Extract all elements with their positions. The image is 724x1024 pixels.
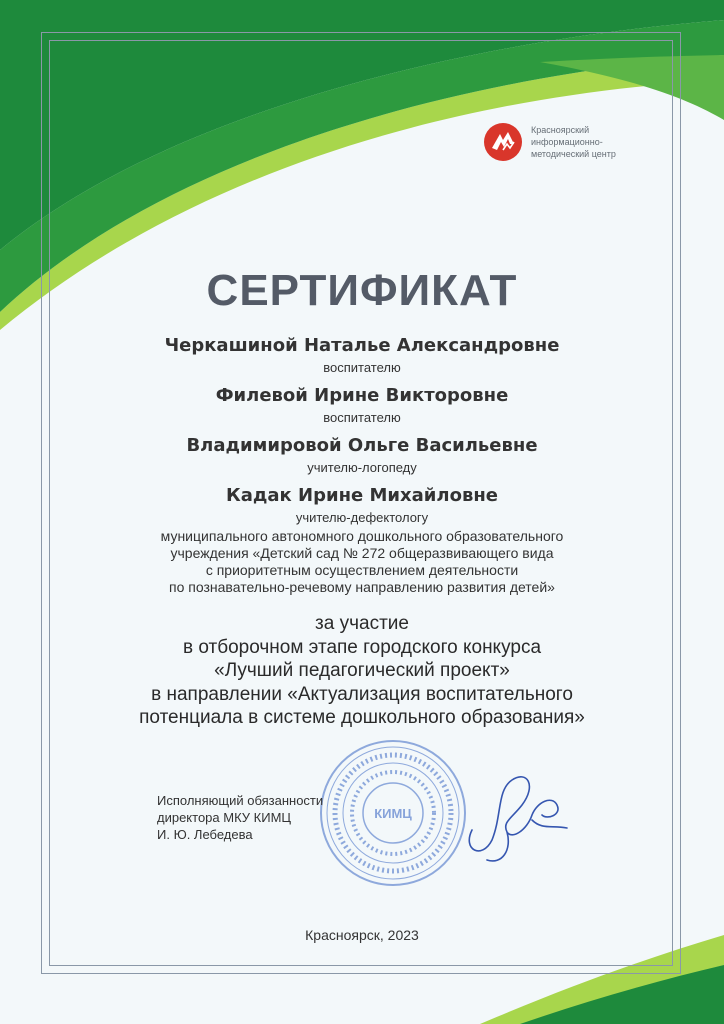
reason-line: в направлении «Актуализация воспитательного xyxy=(151,683,573,705)
stamp-label: КИМЦ xyxy=(374,806,412,821)
reason-line: «Лучший педагогический проект» xyxy=(214,660,510,681)
certificate-title: СЕРТИФИКАТ xyxy=(206,266,518,315)
recipient-name: Владимировой Ольге Васильевне xyxy=(186,435,538,456)
reason-line: в отборочном этапе городского конкурса xyxy=(182,636,542,658)
logo-line: методический центр xyxy=(531,149,616,159)
recipient-name: Черкашиной Наталье Александровне xyxy=(164,335,560,356)
kimc-logo-icon xyxy=(483,122,523,162)
org-logo xyxy=(483,122,641,162)
organization-text xyxy=(0,528,724,596)
organization-line: учреждения «Детский сад № 272 общеразвивающего вида xyxy=(170,545,554,561)
award-reason xyxy=(0,612,724,730)
recipient-role: воспитателю xyxy=(323,410,401,425)
certificate-body xyxy=(0,334,724,730)
recipient-name: Кадак Ирине Михайловне xyxy=(226,485,498,506)
organization-line: по познавательно-речевому направлению развития детей» xyxy=(169,579,555,595)
official-stamp xyxy=(318,738,468,888)
city-year: Красноярск, 2023 xyxy=(305,927,419,943)
reason-line: потенциала в системе дошкольного образования» xyxy=(139,707,585,728)
organization-line: муниципального автономного дошкольного образовательного xyxy=(160,528,564,544)
reason-line: за участие xyxy=(315,613,409,634)
organization-line: с приоритетным осуществлением деятельности xyxy=(205,562,519,578)
org-logo-text xyxy=(531,124,641,160)
logo-line: информационно- xyxy=(531,137,603,147)
signer-line: Исполняющий обязанности xyxy=(157,793,324,808)
recipient-role: воспитателю xyxy=(323,360,401,375)
logo-line: Красноярский xyxy=(531,125,590,135)
signer-line: И. Ю. Лебедева xyxy=(157,827,253,842)
recipient-name: Филевой Ирине Викторовне xyxy=(215,385,509,406)
recipient-role: учителю-логопеду xyxy=(307,460,417,475)
signer-line: директора МКУ КИМЦ xyxy=(157,810,292,825)
handwritten-signature xyxy=(452,760,572,870)
recipient-role: учителю-дефектологу xyxy=(295,510,429,525)
signer-block xyxy=(157,792,323,843)
